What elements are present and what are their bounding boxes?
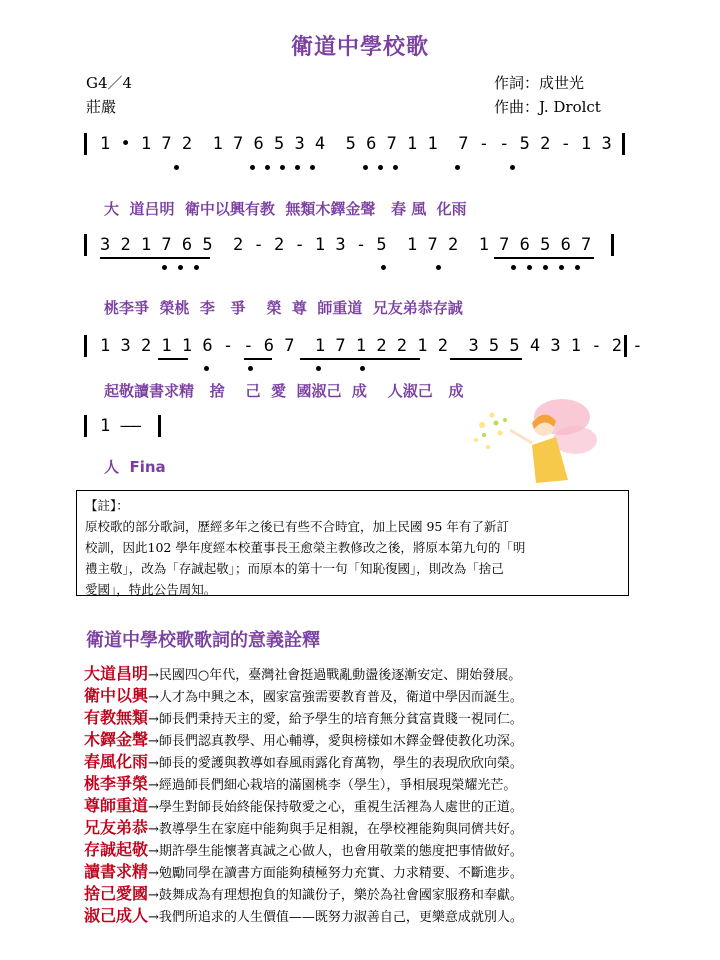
meaning-item: 捨己愛國→鼓舞成為有理想抱負的知識份子，樂於為社會國家服務和奉獻。 [84, 884, 523, 903]
notation-line: 1 3 2 1 1 6 - - 6 7 1 7 1 2 2 1 2 3 5 5 4 3 1 - 2 - [100, 336, 643, 356]
meaning-item: 春風化雨→師長的愛護與教導如春風雨露化育萬物，學生的表現欣欣向榮。 [84, 752, 523, 771]
meaning-item: 兄友弟恭→教導學生在家庭中能夠與手足相親，在學校裡能夠與同儕共好。 [84, 818, 523, 837]
page-title: 衛道中學校歌 [290, 35, 429, 60]
lyricist: 作詞：成世光 [494, 74, 585, 92]
notation-line: 3 2 1 7 6 5 2 - 2 - 1 3 - 5 1 7 2 1 7 6 5 6 7 [100, 235, 592, 255]
composer: 作曲：J. Drolct [494, 98, 601, 116]
meaning-item: 存誠起敬→期許學生能懷著真誠之心做人，也會用敬業的態度把事情做好。 [84, 840, 523, 859]
meaning-item: 讀書求精→勉勵同學在讀書方面能夠積極努力充實、力求精要、不斷進步。 [84, 862, 523, 881]
note-line: 禮主敬」，改為「存誠起敬」；而原本的第十一句「知恥復國」，則改為「捨己 [85, 561, 504, 576]
note-line: 愛國」，特此公告周知。 [85, 582, 217, 597]
mood: 莊嚴 [86, 98, 117, 116]
fairy-illustration [470, 385, 600, 490]
notation-line: 1 • 1 7 2 1 7 6 5 3 4 5 6 7 1 1 7 - - 5 2 - 1 3 [100, 134, 612, 154]
lyric-line-1: 大 道吕明 衛中以興有教 無類木鐸金聲 春 風 化雨 [104, 200, 467, 218]
note-line: 校訓，因此102 學年度經本校董事長王愈榮主教修改之後，將原本第九句的「明 [85, 540, 526, 555]
meaning-item: 木鐸金聲→師長們認真教學、用心輔導，愛與榜樣如木鐸金聲使教化功深。 [84, 730, 523, 749]
notation-line: 1 —— [100, 416, 141, 436]
note-box [76, 490, 629, 596]
meaning-item: 尊師重道→學生對師長始終能保持敬愛之心，重視生活裡為人處世的正道。 [84, 796, 523, 815]
meaning-item: 衛中以興→人才為中興之本，國家富強需要教育普及，衛道中學因而誕生。 [84, 686, 523, 705]
meaning-item: 桃李爭榮→經過師長們細心栽培的滿園桃李（學生），爭相展現榮耀光芒。 [84, 774, 517, 793]
note-heading: 【註】： [85, 498, 129, 513]
meaning-item: 淑己成人→我們所追求的人生價值——既努力淑善自己，更樂意成就別人。 [84, 906, 523, 925]
note-line: 原校歌的部分歌詞，歷經多年之後已有些不合時宜，加上民國 95 年有了新訂 [85, 519, 509, 534]
meaning-item: 有教無類→師長們秉持天主的愛，給予學生的培育無分貧富貴賤一視同仁。 [84, 708, 523, 727]
lyric-line-3: 起敬讀書求精 捨 己 愛 國淑己 成 人淑己 成 [104, 382, 464, 400]
lyric-line-4: 人 Fina [104, 458, 166, 476]
key-time: G4／4 [86, 74, 133, 92]
meaning-title: 衛道中學校歌歌詞的意義詮釋 [86, 630, 320, 651]
meaning-item: 大道昌明→民國四○年代，臺灣社會挺過戰亂動盪後逐漸安定、開始發展。 [84, 664, 522, 683]
lyric-line-2: 桃李爭 榮桃 李 爭 榮 尊 師重道 兄友弟恭存誠 [104, 299, 463, 317]
